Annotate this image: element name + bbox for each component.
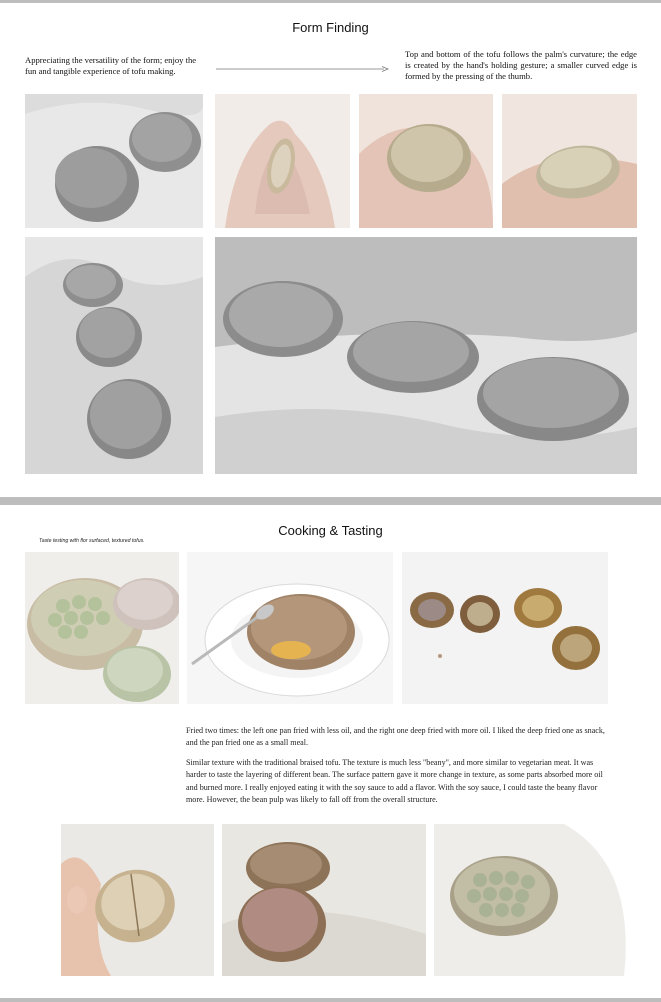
photo-cut-fried-tofu [402,552,608,704]
photo-hand-holding-broken-tofu [61,824,214,976]
page-cooking-tasting [0,505,661,998]
photo-two-tofu-pieces [25,94,203,228]
photo-caption: Taste testing with flor surfaced, textured tofus. [39,538,145,544]
photo-textured-tofus [25,552,179,704]
intro-text-right: Top and bottom of the tofu follows the palm's curvature; the edge is created by the hand's holding gesture; a smaller curved edge is formed by the pressing of the thumb. [405,49,637,81]
photo-three-tofu-vertical [25,237,203,474]
page-form-finding [0,3,661,497]
tasting-notes-paragraph-2: Similar texture with the traditional braised tofu. The texture is much less "beany", and more similar to vegetarian meat. It was harder to taste the layering of different bean. The surface pattern gave it more change in texture, as some parts absorbed more oil and burned more. I really enjoyed eating it with the soy sauce to add a flavor. With the soy sauce, I could taste the beany flavor more. However, the bean pulp was likely to fall off from the overall structure. [186,758,603,805]
photo-textured-tofu-cloth [434,824,636,976]
photo-fried-tofu-plate [187,552,393,704]
page-title-form-finding: Form Finding [292,20,369,35]
photo-tofu-on-cloth-hand [359,94,493,228]
arrow-icon [216,64,390,74]
photo-tofu-in-hands [215,94,350,228]
photo-three-tofu-row [215,237,637,474]
photo-fried-tofu-pieces-cloth [222,824,426,976]
page-title-cooking-tasting: Cooking & Tasting [278,523,383,538]
photo-tofu-palm-curve [502,94,637,228]
tasting-notes-paragraph-1: Fried two times: the left one pan fried with less oil, and the right one deep fried with more oil. I liked the deep fried one as snack, and the pan fried one as a small meal. [186,726,605,748]
intro-text-left: Appreciating the versatility of the form; enjoy the fun and tangible experience of tofu making. [25,55,197,76]
